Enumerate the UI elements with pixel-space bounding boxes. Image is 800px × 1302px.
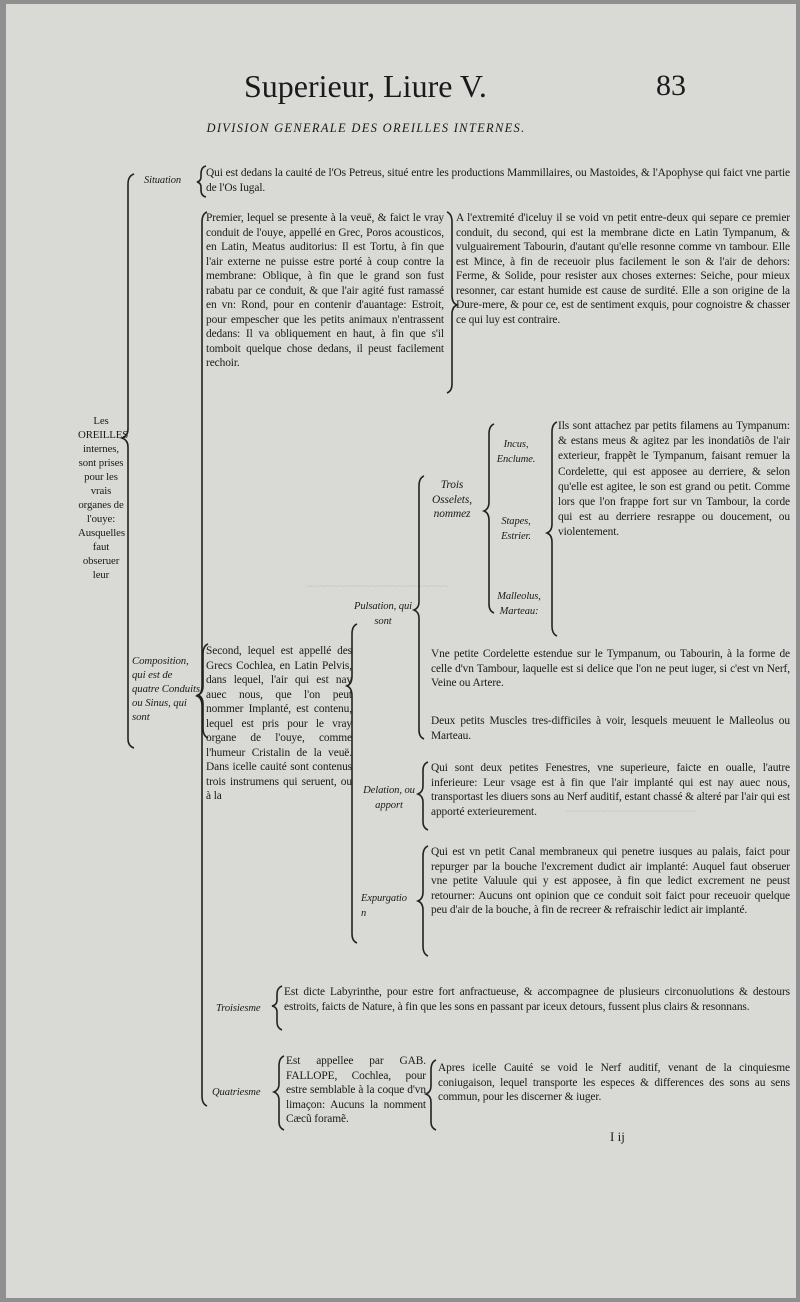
delation-text: Qui sont deux petites Fenestres, vne superieure, faicte en oualle, l'autre inferieure: Leur vsage est à fin que l'air implanté qui est nay auec nous, transportast les diuers sons au Nerf auditif, estant chassé & alteré par l'air qui est apporté exterieurement.: [431, 762, 790, 818]
second-text: Second, lequel est appellé des Grecs Cochlea, en Latin Pelvis, dans lequel, l'air qui est nay auec nous, que l'on peut nommer Implanté, est contenu, lequel est pris pour le vray organe de l'ouye, comme l'humeur Cristalin de la veuë. Dans icelle cauité sont contenus trois instrumens qui seruent, ou à la: [206, 645, 352, 802]
osselet-incus: Incus, Enclume.: [496, 439, 536, 465]
expurgation-label: Expurgation: [361, 893, 407, 919]
show-through-text: ~~~~~~~~~~~~~~~~~~~~: [566, 804, 696, 818]
brace-second: [198, 644, 208, 738]
brace-troisiesme: [272, 986, 282, 1030]
osselet-stapes: Stapes, Estrier.: [501, 516, 531, 542]
brace-lines: [6, 4, 796, 1298]
running-title: Superieur, Liure V.: [244, 68, 487, 104]
premier-text: Premier, lequel se presente à la veuë, & faict le vray conduit de l'ouye, appellé en Grec, Poros acousticos, en Latin, Meatus auditorius: Il est Tortu, à fin que l'air externe ne puisse estre porté à coup contre la membrane: Oblique, à fin que le grand son fust rabatu par ce conduit, & que l'air agité fust ramassé en vn: Rond, pour en contenir d'auantage: Estroit, pour empescher que les petits animaux n'entrassent dedans: Il va obliquement en haut, à fin que s'il tomboit quelque chose dedans, il peust facilement rechoir.: [206, 212, 444, 369]
expurgation-text: Qui est vn petit Canal membraneux qui penetre iusques au palais, faict pour repurger par la bouche l'excrement dudict air implanté: Auquel faut obseruer vne petite Valuule qui y est apposee, à fin que ledict excrement ne peust retourner: Aucuns ont opinion que ce conduit soit faict pour receuoir quelque peu d'air de la bouche, à fin de recreer & refraischir ledict air implanté.: [431, 846, 790, 916]
brace-osselets: [484, 424, 494, 613]
brace-situation: [197, 166, 206, 197]
brace-pulsation: [414, 476, 424, 739]
brace-expurgation: [418, 846, 428, 956]
premier-right-text: A l'extremité d'iceluy il se void vn petit entre-deux qui separe ce premier conduit, du second, qui est la membrane dicte en Latin Tympanum, & vulguairement Tabourin, d'autant qu'elle resonne comme vn tambour. Elle est Mince, à fin de receuoir plus facilement le son & l'air de dehors: Ferme, & Solide, pour resister aux choses externes: Seiche, pour mieux resonner, car estant humide est cause de surdité. Elle a son origine de la Dure-mere, & pour ce, est de sentiment exquis, pour cognoistre & chasser ce qui luy est contraire.: [456, 212, 790, 326]
situation-label: Situation: [144, 175, 182, 186]
delation-label: Delation, ou apport: [363, 785, 415, 811]
quatriesme-text: Est appellee par GAB. FALLOPE, Cochlea, pour estre semblable à la coque d'vn limaçon: Aucuns la nomment Cæcũ foramẽ.: [286, 1055, 426, 1125]
section-title: DIVISION GENERALE DES OREILLES INTERNES.: [206, 121, 526, 135]
quatriesme-right-text: Apres icelle Cauité se void le Nerf auditif, venant de la cinquiesme coniugaison, lequel transporte les especes & differences des sons au sens commun, pour les discerner & iuger.: [438, 1062, 790, 1103]
brace-quatriesme-right: [426, 1060, 436, 1130]
page-number: 83: [656, 69, 686, 102]
brace-root: [122, 174, 134, 748]
quatriesme-label: Quatriesme: [212, 1087, 261, 1098]
root-label: Les OREILLES internes, sont prises pour les vrais organes de l'ouye: Ausquelles faut obseruer leur: [78, 415, 129, 581]
brace-premier: [447, 212, 457, 393]
situation-text: Qui est dedans la cauité de l'Os Petreus, situé entre les productions Mammillaires, ou Mastoides, & l'Apophyse qui faict vne partie de l'Os Iugal.: [206, 167, 790, 194]
brace-quatriesme: [274, 1056, 284, 1130]
osselet-malleolus: Malleolus, Marteau:: [497, 591, 541, 617]
cordelette-text: Vne petite Cordelette estendue sur le Tympanum, ou Tabourin, à la forme de celle d'vn Tambour, laquelle est si delice que l'on ne peut iuger, si c'est vn Nerf, Veine ou Artere.: [431, 648, 790, 689]
osselets-description: Ils sont attachez par petits filamens au Tympanum: & estans meus & agitez par les inondatiõs de l'air exterieur, frappẽt le Tympanum, faisant remuer la Cordelette, qui est apposee au derriere, & selon qu'elle est agitee, le son est grand ou petit. Comme lors que l'on frappe fort sur vn Tambour, la corde qui est au derriere resrappe ou doucement, ou violentement.: [558, 420, 790, 539]
trois-osselets-label: Trois Osselets, nommez: [432, 479, 472, 520]
show-through-text: ~~~~~~~~~~~~~~~~~~~~~~: [306, 579, 449, 593]
book-page: [6, 4, 796, 1298]
brace-instruments: [347, 624, 357, 943]
troisiesme-text: Est dicte Labyrinthe, pour estre fort anfractueuse, & accompagnee de plusieurs circonuolutions & destours estroits, faicts de Nature, à fin que les sons en passant par iceux detours, fussent plus clairs & resonnans.: [284, 986, 790, 1013]
composition-label: Composition, qui est de quatre Conduits ou Sinus, qui sont: [132, 655, 200, 723]
troisiesme-label: Troisiesme: [216, 1003, 261, 1014]
brace-composition: [197, 212, 207, 1106]
brace-osselets-desc: [547, 422, 557, 636]
muscles-text: Deux petits Muscles tres-difficiles à voir, lesquels meuuent le Malleolus ou Marteau.: [431, 715, 790, 742]
brace-delation: [418, 762, 428, 830]
pulsation-label: Pulsation, qui sont: [353, 601, 413, 627]
signature-mark: I ij: [610, 1129, 625, 1144]
